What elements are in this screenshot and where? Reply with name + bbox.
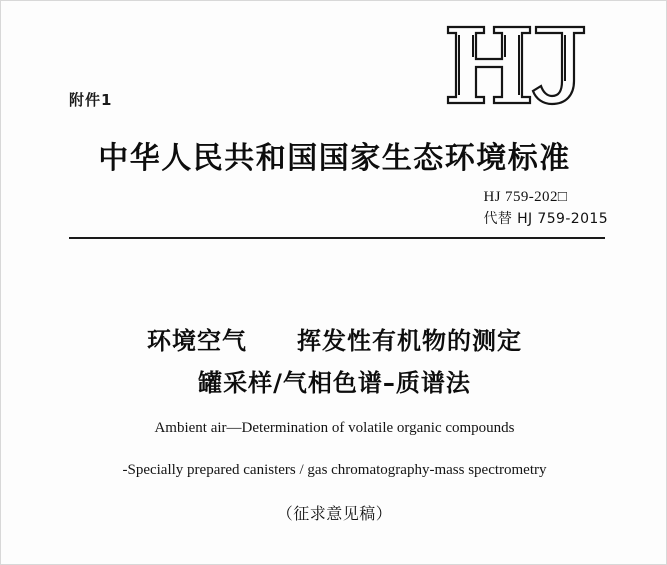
- standard-code-block: [483, 187, 608, 229]
- subject-title-en-line2: -Specially prepared canisters / gas chromatography-mass spectrometry: [122, 462, 547, 478]
- subject-title-cn-line1: 环境空气 挥发性有机物的测定: [147, 327, 522, 355]
- header-divider: [69, 237, 605, 239]
- hj-logo: [444, 19, 594, 111]
- subject-title-en-line1: Ambient air—Determination of volatile organic compounds: [154, 420, 515, 436]
- subject-title-cn-line2: 罐采样/气相色谱–质谱法: [198, 369, 471, 397]
- page-title: 中华人民共和国国家生态环境标准: [98, 141, 571, 176]
- replaced-standard-code: 代替 HJ 759-2015: [483, 210, 608, 227]
- attachment-label: 附件1: [69, 91, 113, 109]
- standard-code: HJ 759-202□: [483, 189, 568, 205]
- draft-status-note: （征求意见稿）: [276, 504, 393, 523]
